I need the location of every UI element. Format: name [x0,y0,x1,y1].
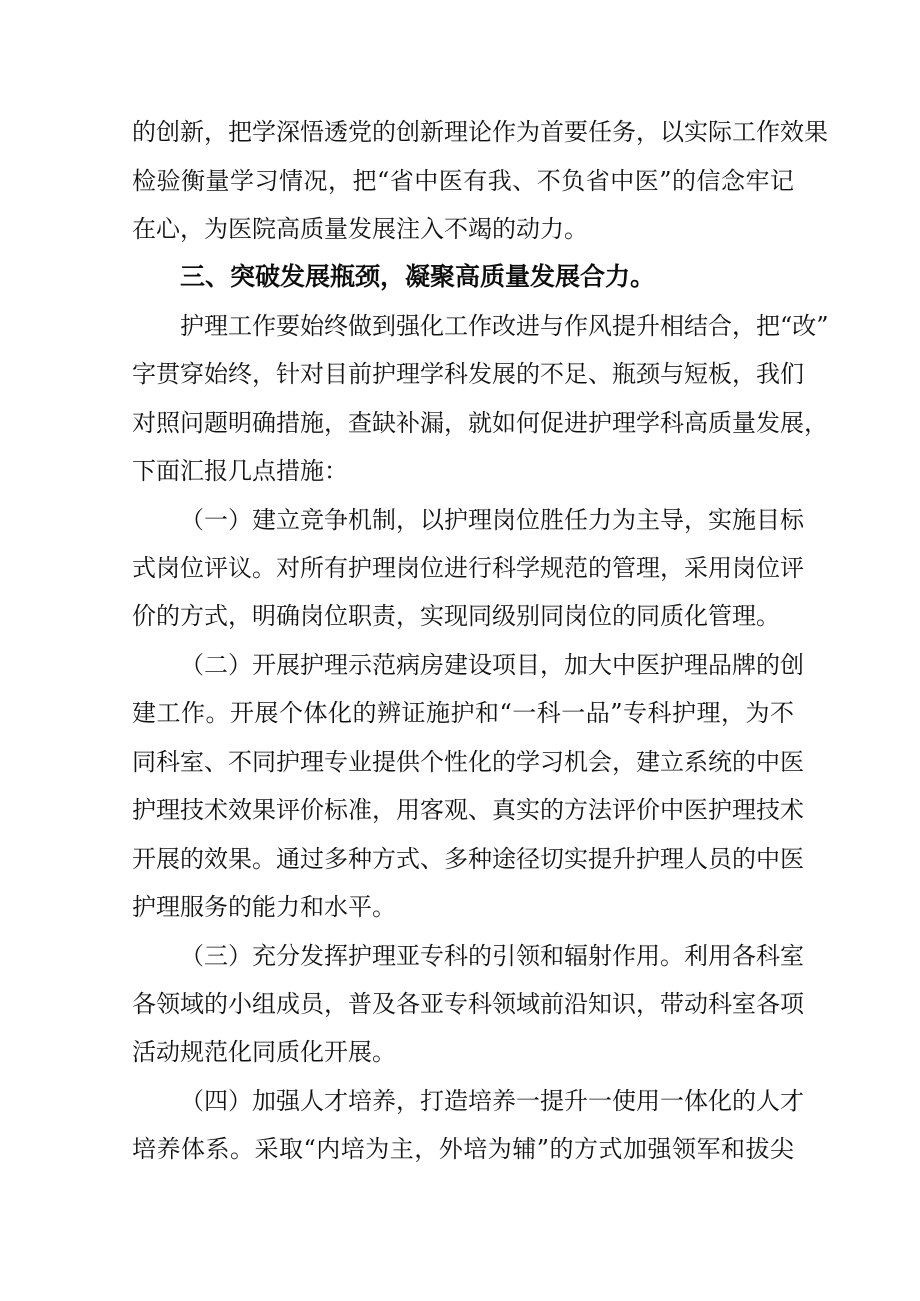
list-item-line: （一）建立竞争机制，以护理岗位胜任力为主导，实施目标 [180,506,804,534]
paragraph-line: 的创新，把学深悟透党的创新理论作为首要任务，以实际工作效果 [132,118,828,146]
paragraph-line: 对照问题明确措施，查缺补漏，就如何促进护理学科高质量发展， [132,409,828,437]
list-item-line: 同科室、不同护理专业提供个性化的学习机会，建立系统的中医 [132,748,804,776]
list-item-line: 各领域的小组成员，普及各亚专科领域前沿知识，带动科室各项 [132,990,804,1018]
list-item-line: 建工作。开展个体化的辨证施护和“一科一品”专科护理，为不 [132,699,794,727]
list-item-line: 培养体系。采取“内培为主，外培为辅”的方式加强领军和拔尖 [132,1135,794,1163]
list-item-line: 护理服务的能力和水平。 [132,893,396,921]
list-item-line: 价的方式，明确岗位职责，实现同级别同岗位的同质化管理。 [132,602,780,630]
list-item-line: （二）开展护理示范病房建设项目，加大中医护理品牌的创 [180,651,804,679]
list-item-line: 活动规范化同质化开展。 [132,1038,396,1066]
list-item-line: 护理技术效果评价标准，用客观、真实的方法评价中医护理技术 [132,796,804,824]
list-item-line: （四）加强人才培养，打造培养一提升一使用一体化的人才 [180,1087,804,1115]
paragraph-line: 检验衡量学习情况，把“省中医有我、不负省中医”的信念牢记 [132,167,794,195]
list-item-line: 开展的效果。通过多种方式、多种途径切实提升护理人员的中医 [132,845,804,873]
list-item-line: （三）充分发挥护理亚专科的引领和辐射作用。利用各科室 [180,942,804,970]
paragraph-line: 字贯穿始终，针对目前护理学科发展的不足、瓶颈与短板，我们 [132,360,804,388]
paragraph-line: 在心，为医院高质量发展注入不竭的动力。 [132,215,588,243]
section-heading: 三、突破发展瓶颈，凝聚高质量发展合力。 [180,262,656,291]
paragraph-line: 护理工作要始终做到强化工作改进与作风提升相结合，把“改” [180,312,829,340]
list-item-line: 式岗位评议。对所有护理岗位进行科学规范的管理，采用岗位评 [132,554,804,582]
paragraph-line: 下面汇报几点措施： [132,457,348,485]
